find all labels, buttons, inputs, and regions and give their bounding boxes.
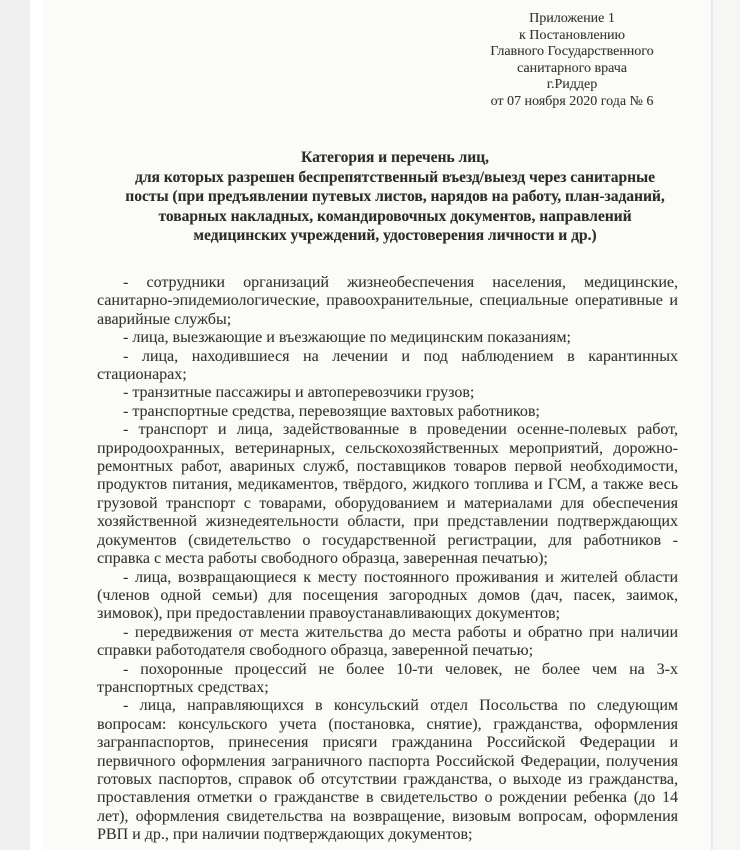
header-line: к Постановлению bbox=[518, 27, 626, 43]
scan-left-edge-strip bbox=[0, 0, 30, 850]
title-line: Категория и перечень лиц, bbox=[301, 149, 489, 166]
body-paragraph: - лица, направляющихся в консульский отдел Посольства по следующим вопросам: консульского учета (постановка, снятие), гражданства, оформления загранпаспортов, принесения присяги гражданина Российской Федерации и первичного оформления заграничного паспорта Российской Федерации, получения готовых паспортов, справок об отсутствии гражданства, о выходе из гражданства, проставления отметки о гражданстве в свидетельство о рождении ребенка (до 14 лет), оформления свидетельства на возвращение, визовым вопросам, оформления РВП и др., при наличии подтверждающих документов; bbox=[97, 697, 678, 844]
title-line: посты (при предъявлении путевых листов, нарядов на работу, план-заданий, bbox=[125, 188, 665, 206]
body-paragraph: - транспортные средства, перевозящие вахтовых работников; bbox=[123, 402, 540, 420]
document-header bbox=[462, 11, 682, 111]
body-paragraph: - транзитные пассажиры и автоперевозчики грузов; bbox=[123, 384, 475, 402]
body-paragraph: - передвижения от места жительства до места работы и обратно при наличии справки работодателя свободного образца, заверенной печатью; bbox=[97, 623, 678, 660]
document-title bbox=[95, 148, 695, 246]
body-paragraph: - сотрудники организаций жизнеобеспечения населения, медицинские, санитарно-эпидемиологические, правоохранительные, специальные оперативные и аварийные службы; bbox=[97, 274, 678, 328]
header-line: Главного Государственного bbox=[490, 44, 654, 60]
title-line: медицинских учреждений, удостоверения личности и др.) bbox=[193, 227, 597, 245]
body-paragraph: - лица, возвращающиеся к месту постоянного проживания и жителей области (членов одной семьи) для посещения загородных домов (дач, пасек, заимок, зимовок), при предоставлении правоустанавливающих документов; bbox=[97, 568, 678, 623]
header-line: Приложение 1 bbox=[529, 11, 615, 26]
title-line: для которых разрешен беспрепятственный въезд/выезд через санитарные bbox=[134, 168, 655, 186]
body-paragraph: - похоронные процессий не более 10-ти человек, не более чем на 3-х транспортных средствах; bbox=[97, 660, 678, 696]
header-line: от 07 ноября 2020 года № 6 bbox=[490, 93, 654, 109]
header-line: г.Риддер bbox=[546, 77, 598, 93]
body-paragraph: - лица, выезжающие и въезжающие по медицинским показаниям; bbox=[123, 329, 571, 347]
header-line: санитарного врача bbox=[517, 60, 627, 76]
scan-white-band bbox=[30, 0, 43, 850]
body-paragraph: - транспорт и лица, задействованные в проведении осенне-полевых работ, природоохранных, ветеринарных, сельскохозяйственных мероприятий, дорожно-ремонтных работ, авариных служб, поставщиков товаров первой необходимости, продуктов питания, медикаментов, твёрдого, жидкого топлива и ГСМ, а также весь грузовой транспорт с товарами, оборудованием и материалами для обеспечения хозяйственной жизнедеятельности области, при представлении подтверждающих документов (свидетельство о государственной регистрации, для работников - справка с места работы свободного образца, заверенная печатью); bbox=[97, 421, 678, 568]
body-paragraph: - лица, находившиеся на лечении и под наблюдением в карантинных стационарах; bbox=[97, 347, 678, 384]
title-line: товарных накладных, командировочных документов, направлений bbox=[158, 207, 632, 225]
scan-right-edge-strip bbox=[713, 0, 740, 850]
document-body bbox=[97, 274, 678, 845]
